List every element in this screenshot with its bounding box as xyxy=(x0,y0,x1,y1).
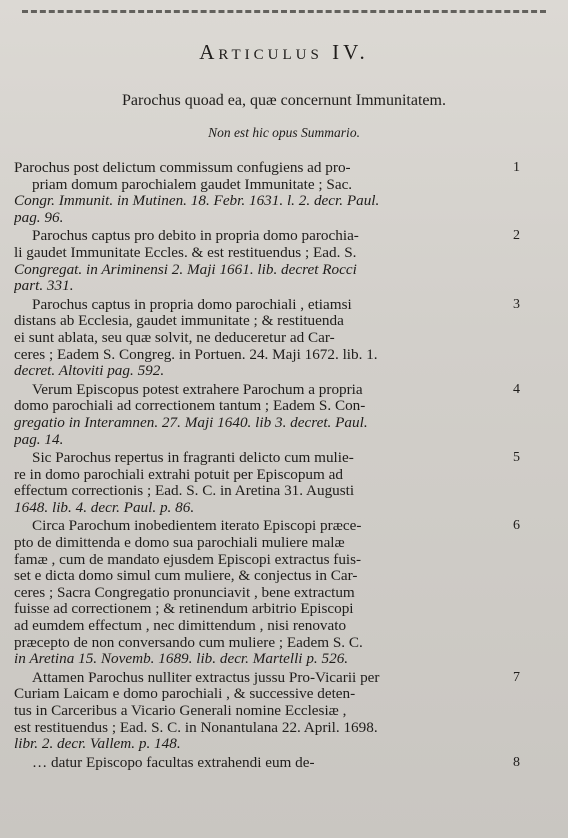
paragraph-number: 2 xyxy=(513,228,520,244)
paragraph-1 xyxy=(14,160,520,226)
text-line: pto de dimittenda e domo sua parochiali muliere malæ xyxy=(14,535,345,552)
text-line: Verum Episcopus potest extrahere Parochum a propria xyxy=(32,381,363,398)
paragraph-2 xyxy=(14,228,520,295)
text-line: Circa Parochum inobedientem iterato Episcopi præce- xyxy=(32,518,362,535)
paragraph-6 xyxy=(14,518,520,668)
paragraph-number: 7 xyxy=(513,669,520,685)
text-line: pag. 96. xyxy=(14,209,64,226)
article-subheading: Parochus quoad ea, quæ concernunt Immunitatem. xyxy=(122,92,446,109)
text-line: Congregat. in Ariminensi 2. Maji 1661. lib. decret Rocci xyxy=(14,261,357,278)
summary-note: Non est hic opus Summario. xyxy=(208,125,360,140)
text-line: Parochus captus pro debito in propria domo parochia- xyxy=(32,228,359,245)
paragraph-number: 5 xyxy=(513,450,520,466)
paragraph-4 xyxy=(14,381,520,448)
article-heading: Articulus IV. xyxy=(199,40,369,64)
text-line: part. 331. xyxy=(14,278,74,295)
text-line: Congr. Immunit. in Mutinen. 18. Febr. 1631. l. 2. decr. Paul. xyxy=(14,193,380,210)
text-line: libr. 2. decr. Vallem. p. 148. xyxy=(14,736,181,753)
text-line: Parochus post delictum commissum confugiens ad pro- xyxy=(14,160,351,176)
text-line: Attamen Parochus nulliter extractus jussu Pro-Vicarii per xyxy=(32,669,380,686)
paragraph-number: 4 xyxy=(513,381,520,397)
text-line: distans ab Ecclesia, gaudet immunitate ; & restituenda xyxy=(14,313,344,330)
text-line: ceres ; Sacra Congregatio pronunciavit , bene extractum xyxy=(14,584,355,601)
paragraph-3 xyxy=(14,296,520,380)
text-line: Parochus captus in propria domo parochiali , etiamsi xyxy=(32,296,352,313)
text-line: effectum correctionis ; Ead. S. C. in Aretina 31. Augusti xyxy=(14,483,355,500)
text-line: li gaudet Immunitate Eccles. & est restituendus ; Ead. S. xyxy=(14,244,357,261)
paragraph-number: 1 xyxy=(513,160,520,175)
text-line: set e dicta domo simul cum muliere, & conjectus in Car- xyxy=(14,568,358,585)
text-line: fuisse ad correctionem ; & retinendum arbitrio Episcopi xyxy=(14,601,354,618)
paragraph-number: 6 xyxy=(513,518,520,534)
text-line: ceres ; Eadem S. Congreg. in Portuen. 24. Maji 1672. lib. 1. xyxy=(14,346,378,363)
text-line: re in domo parochiali extrahi potuit per Episcopum ad xyxy=(14,466,343,483)
paragraph-number: 8 xyxy=(513,754,520,770)
paragraph-5 xyxy=(14,450,520,516)
text-line: in Aretina 15. Novemb. 1689. lib. decr. Martelli p. 526. xyxy=(14,651,349,668)
text-line: 1648. lib. 4. decr. Paul. p. 86. xyxy=(14,499,195,516)
text-line: decret. Altoviti pag. 592. xyxy=(14,363,165,380)
text-line: domo parochiali ad correctionem tantum ; Eadem S. Con- xyxy=(14,398,366,415)
text-line: Curiam Laicam e domo parochiali , & successive deten- xyxy=(14,686,356,703)
top-dashed-rule xyxy=(22,10,546,13)
text-line: est restituendus ; Ead. S. C. in Nonantulana 22. April. 1698. xyxy=(14,719,378,736)
text-line: priam domum parochialem gaudet Immunitate ; Sac. xyxy=(32,176,353,193)
text-line: gregatio in Interamnen. 27. Maji 1640. lib 3. decret. Paul. xyxy=(14,414,368,431)
text-line: famæ , cum de mandato ejusdem Episcopi extractus fuis- xyxy=(14,551,362,568)
text-line: præcepto de non conversando cum muliere ; Eadem S. C. xyxy=(14,634,363,651)
text-line: Sic Parochus repertus in fragranti delicto cum mulie- xyxy=(32,450,354,467)
text-line: ad eumdem effectum , nec dimittendum , nisi renovato xyxy=(14,618,347,635)
paragraph-8 xyxy=(14,754,520,772)
text-line: tus in Carceribus a Vicario Generali nomine Ecclesiæ , xyxy=(14,703,347,719)
paragraph-7 xyxy=(14,669,520,753)
text-line: … datur Episcopo facultas extrahendi eum de- xyxy=(32,754,315,771)
paragraph-number: 3 xyxy=(513,296,520,312)
text-line: ei sunt ablata, seu quæ solvit, ne deduceretur ad Car- xyxy=(14,329,335,346)
text-line: pag. 14. xyxy=(14,431,64,448)
text-body xyxy=(14,160,520,773)
